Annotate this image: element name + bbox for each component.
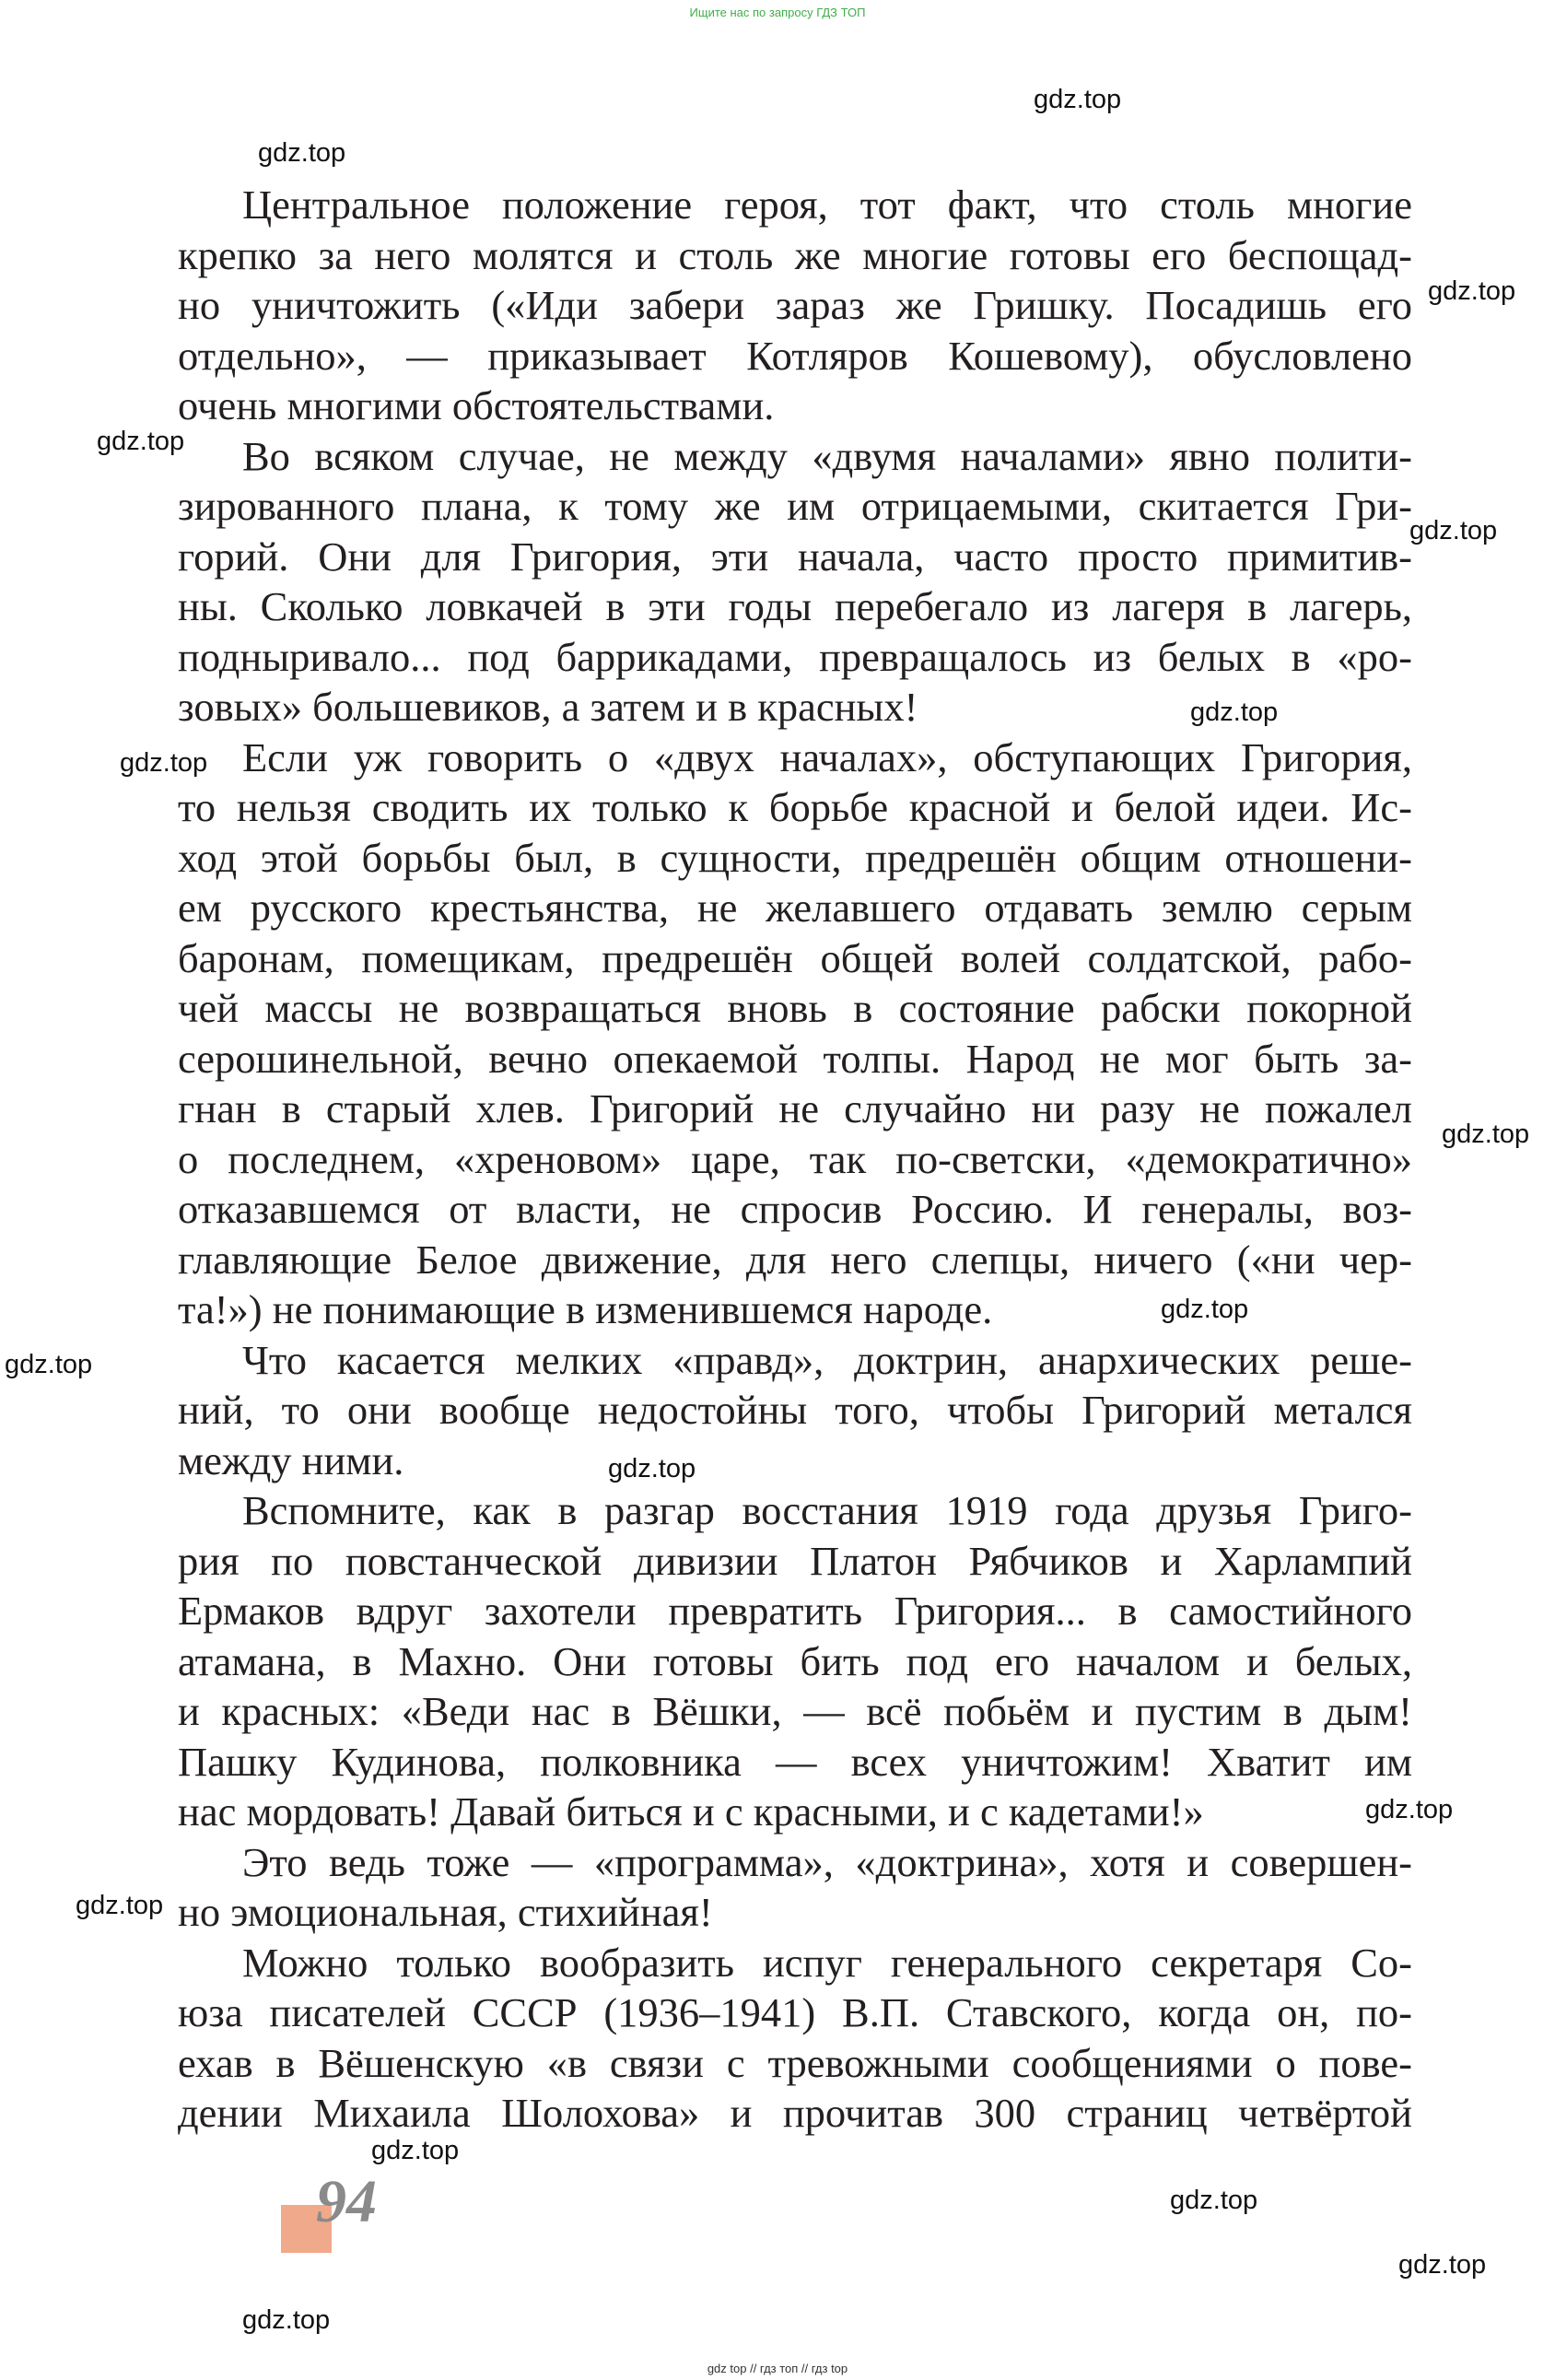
watermark: gdz.top [1365, 1795, 1454, 1824]
text-line: баронам, помещикам, предрешён общей волей солдатской, рабо- [178, 934, 1412, 981]
watermark: gdz.top [120, 748, 208, 778]
text-line: подныривало... под баррикадами, превращалось из белых в «ро- [178, 633, 1412, 680]
watermark: gdz.top [242, 2305, 331, 2335]
text-line: нас мордовать! Давай биться и с красными, и с кадетами!» [178, 1788, 1204, 1835]
text-line: серошинельной, вечно опекаемой толпы. Народ не мог быть за- [178, 1035, 1412, 1082]
watermark: gdz.top [1190, 698, 1279, 727]
watermark: gdz.top [1442, 1120, 1530, 1149]
text-line: Если уж говорить о «двух началах», обступающих Григория, [242, 733, 1412, 780]
text-line: чей массы не возвращаться вновь в состояние рабски покорной [178, 985, 1412, 1031]
text-line: Вспомните, как в разгар восстания 1919 года друзья Григо- [242, 1487, 1412, 1533]
paragraph [178, 180, 1412, 431]
text-line: ний, то они вообще недостойны того, чтобы Григорий метался [178, 1387, 1412, 1433]
watermark: gdz.top [371, 2136, 460, 2165]
text-line: Это ведь тоже — «программа», «доктрина», хотя и совершен- [242, 1838, 1412, 1885]
watermark: gdz.top [1170, 2186, 1258, 2215]
text-line: зированного плана, к тому же им отрицаемыми, скитается Гри- [178, 483, 1412, 529]
footer-note: gdz top // гдз топ // гдз top [707, 2362, 848, 2375]
text-line: о последнем, «хреновом» царе, так по-светски, «демократично» [178, 1135, 1412, 1182]
watermark: gdz.top [5, 1350, 93, 1379]
text-line: Ермаков вдруг захотели превратить Григория... в самостийного [178, 1588, 1412, 1634]
text-line: то нельзя сводить их только к борьбе красной и белой идеи. Ис- [178, 784, 1412, 830]
text-line: Пашку Кудинова, полковника — всех уничтожим! Хватит им [178, 1738, 1412, 1785]
watermark: gdz.top [1034, 85, 1122, 114]
text-line: рия по повстанческой дивизии Платон Рябчиков и Харлампий [178, 1537, 1412, 1584]
watermark: gdz.top [1409, 516, 1498, 545]
paragraph [178, 733, 1412, 1335]
watermark: gdz.top [76, 1891, 164, 1920]
text-line: ем русского крестьянства, не желавшего отдавать землю серым [178, 885, 1412, 931]
text-line: Можно только вообразить испуг генерального секретаря Со- [242, 1939, 1412, 1986]
text-line: горий. Они для Григория, эти начала, часто просто примитив- [178, 533, 1412, 580]
watermark: gdz.top [608, 1454, 696, 1483]
text-line: отказавшемся от власти, не спросив Россию. И генералы, воз- [178, 1186, 1412, 1232]
watermark: gdz.top [1428, 276, 1516, 306]
text-line: атамана, в Махно. Они готовы бить под его началом и белых, [178, 1637, 1412, 1684]
watermark: gdz.top [1398, 2250, 1487, 2280]
watermark: gdz.top [97, 427, 185, 456]
text-line: очень многими обстоятельствами. [178, 382, 775, 428]
paragraph [178, 431, 1412, 733]
text-line: Что касается мелких «правд», доктрин, анархических реше- [242, 1336, 1412, 1383]
book-text [178, 180, 1412, 2139]
text-line: ход этой борьбы был, в сущности, предрешён общим отношени- [178, 834, 1412, 881]
text-line: та!») не понимающие в изменившемся народе. [178, 1286, 993, 1332]
text-line: но уничтожить («Иди забери зараз же Гришку. Посадишь его [178, 282, 1412, 328]
text-line: крепко за него молятся и столь же многие готовы его беспощад- [178, 231, 1412, 278]
watermark: gdz.top [258, 138, 346, 168]
text-line: между ними. [178, 1436, 404, 1483]
paragraph [178, 1485, 1412, 1837]
paragraph [178, 1938, 1412, 2139]
text-line: и красных: «Веди нас в Вёшки, — всё побьём и пустим в дым! [178, 1688, 1412, 1734]
text-line: дении Михаила Шолохова» и прочитав 300 страниц четвёртой [178, 2090, 1412, 2136]
text-line: зовых» большевиков, а затем и в красных! [178, 684, 918, 730]
text-line: ехав в Вёшенскую «в связи с тревожными сообщениями о пове- [178, 2039, 1412, 2086]
page-number: 94 [316, 2168, 377, 2235]
text-line: но эмоциональная, стихийная! [178, 1889, 713, 1935]
text-line: отдельно», — приказывает Котляров Кошевому), обусловлено [178, 332, 1412, 379]
text-line: юза писателей СССР (1936–1941) В.П. Ставского, когда он, по- [178, 1989, 1412, 2035]
text-line: главляющие Белое движение, для него слепцы, ничего («ни чер- [178, 1236, 1412, 1283]
text-line: ны. Сколько ловкачей в эти годы перебегало из лагеря в лагерь, [178, 583, 1412, 629]
text-line: гнан в старый хлев. Григорий не случайно ни разу не пожалел [178, 1085, 1412, 1131]
text-line: Во всяком случае, не между «двумя началами» явно полити- [242, 432, 1412, 479]
header-note: Ищите нас по запросу ГДЗ ТОП [689, 6, 866, 19]
paragraph [178, 1335, 1412, 1486]
watermark: gdz.top [1161, 1295, 1249, 1324]
paragraph [178, 1837, 1412, 1938]
text-line: Центральное положение героя, тот факт, что столь многие [242, 182, 1412, 228]
